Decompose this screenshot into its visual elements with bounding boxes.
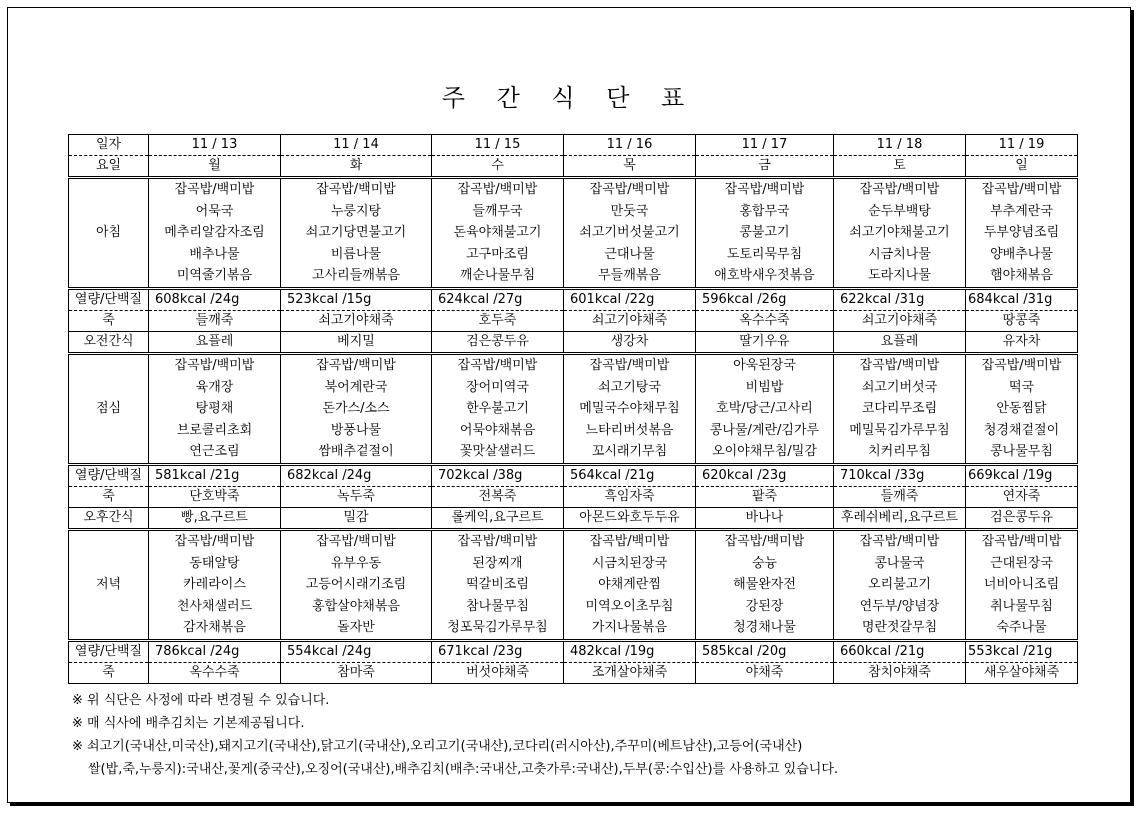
weekly-menu-table <box>68 134 1078 684</box>
menu-item: 홍합살야채볶음 <box>312 598 400 614</box>
dinner-calorie-label: 열량/단백질 <box>69 640 149 662</box>
menu-item: 누룽지탕 <box>330 203 382 219</box>
menu-item: 청경채나물 <box>733 620 796 636</box>
porridge-cell: 새우살야채죽 <box>966 662 1078 683</box>
calorie-cell: 671kcal /23g <box>432 640 564 662</box>
menu-item: 돈육야채불고기 <box>453 225 542 241</box>
menu-item: 연두부/양념장 <box>859 598 940 614</box>
menu-item: 잡곡밥/백미밥 <box>457 182 538 197</box>
date-cell: 11 / 14 <box>281 135 432 156</box>
table-row <box>69 156 1078 178</box>
snack-cell: 검은콩두유 <box>432 331 564 353</box>
porridge-cell: 단호박죽 <box>149 486 281 507</box>
porridge-cell: 참치야채죽 <box>834 662 966 683</box>
menu-item: 야채계란찜 <box>598 577 661 593</box>
menu-item: 아욱된장국 <box>733 357 796 373</box>
snack-cell: 빵,요구르트 <box>149 507 281 529</box>
menu-item: 콩나물국 <box>874 555 925 571</box>
menu-item: 연근조림 <box>189 444 240 460</box>
date-cell: 11 / 19 <box>966 135 1078 156</box>
date-cell: 11 / 15 <box>432 135 564 156</box>
snack-cell: 딸기우유 <box>696 331 834 353</box>
breakfast-porridge-label: 죽 <box>69 310 149 331</box>
menu-item: 천사채샐러드 <box>176 598 253 614</box>
menu-item: 잡곡밥/백미밥 <box>724 182 805 197</box>
menu-item: 근대된장국 <box>990 555 1053 571</box>
breakfast-cell <box>149 178 281 289</box>
menu-item: 도라지나물 <box>868 268 931 284</box>
notes <box>72 689 838 781</box>
calorie-cell: 608kcal /24g <box>149 288 281 310</box>
menu-item: 된장찌개 <box>472 555 523 571</box>
menu-item: 떡갈비조림 <box>466 577 529 593</box>
menu-item: 너비아니조림 <box>983 577 1060 593</box>
dinner-cell <box>149 529 281 640</box>
calorie-cell: 660kcal /21g <box>834 640 966 662</box>
menu-item: 참나물무침 <box>466 598 529 614</box>
menu-item: 고사리들깨볶음 <box>312 268 400 284</box>
menu-item: 쌈배추겉절이 <box>318 444 394 460</box>
calorie-cell: 585kcal /20g <box>696 640 834 662</box>
dinner-cell <box>696 529 834 640</box>
dinner-cell <box>432 529 564 640</box>
menu-item: 애호박새우젓볶음 <box>714 268 815 284</box>
menu-item: 잡곡밥/백미밥 <box>316 533 396 549</box>
date-label: 일자 <box>69 135 149 156</box>
menu-item: 비름나물 <box>330 246 382 262</box>
lunch-cell <box>834 353 966 464</box>
menu-item: 장어미역국 <box>466 379 529 395</box>
menu-item: 명란젓갈무침 <box>861 620 938 636</box>
weekday-cell: 토 <box>834 156 966 178</box>
lunch-cell <box>149 353 281 464</box>
menu-item: 취나물무침 <box>990 598 1053 614</box>
snack-cell: 바나나 <box>696 507 834 529</box>
menu-item: 두부양념조림 <box>983 225 1060 241</box>
menu-item: 잡곡밥/백미밥 <box>174 182 255 197</box>
menu-item: 오리불고기 <box>868 577 931 593</box>
menu-item: 쇠고기당면불고기 <box>305 225 407 241</box>
calorie-cell: 786kcal /24g <box>149 640 281 662</box>
weekday-label: 요일 <box>69 156 149 178</box>
dinner-cell <box>966 529 1078 640</box>
porridge-cell: 팥죽 <box>696 486 834 507</box>
menu-item: 잡곡밥/백미밥 <box>174 357 255 373</box>
date-cell: 11 / 16 <box>564 135 696 156</box>
menu-item: 무들깨볶음 <box>598 268 661 284</box>
snack-cell: 요플레 <box>149 331 281 353</box>
menu-item: 탕평채 <box>195 401 234 417</box>
breakfast-label: 아침 <box>69 178 149 289</box>
porridge-cell: 야채죽 <box>696 662 834 683</box>
lunch-porridge-label: 죽 <box>69 486 149 507</box>
calorie-cell: 564kcal /21g <box>564 464 696 486</box>
menu-item: 잡곡밥/백미밥 <box>981 357 1062 373</box>
calorie-cell: 553kcal /21g <box>966 640 1078 662</box>
calorie-cell: 523kcal /15g <box>281 288 432 310</box>
table-row <box>69 464 1078 486</box>
menu-item: 어묵야채볶음 <box>459 422 536 438</box>
menu-item: 잡곡밥/백미밥 <box>316 357 396 373</box>
dinner-cell <box>564 529 696 640</box>
snack-cell: 검은콩두유 <box>966 507 1078 529</box>
calorie-cell: 622kcal /31g <box>834 288 966 310</box>
weekday-cell: 일 <box>966 156 1078 178</box>
menu-item: 안동찜닭 <box>996 401 1047 417</box>
porridge-cell: 연자죽 <box>966 486 1078 507</box>
table-row <box>69 486 1078 507</box>
calorie-cell: 554kcal /24g <box>281 640 432 662</box>
menu-item: 돌자반 <box>337 620 375 636</box>
calorie-cell: 682kcal /24g <box>281 464 432 486</box>
table-row <box>69 135 1078 156</box>
menu-item: 방풍나물 <box>330 422 382 438</box>
menu-item: 오이야채무침/밀감 <box>712 444 817 460</box>
porridge-cell: 녹두죽 <box>281 486 432 507</box>
table-row <box>69 507 1078 529</box>
porridge-cell: 쇠고기야채죽 <box>281 310 432 331</box>
menu-item: 쇠고기버섯국 <box>861 379 938 395</box>
porridge-cell: 땅콩죽 <box>966 310 1078 331</box>
menu-item: 느타리버섯볶음 <box>585 422 674 438</box>
lunch-cell <box>432 353 564 464</box>
weekday-cell: 금 <box>696 156 834 178</box>
table-row <box>69 640 1078 662</box>
menu-item: 쇠고기탕국 <box>598 379 661 395</box>
dinner-cell <box>281 529 432 640</box>
menu-item: 양배추나물 <box>990 246 1053 262</box>
porridge-cell: 들깨죽 <box>149 310 281 331</box>
snack-cell: 생강차 <box>564 331 696 353</box>
menu-item: 꼬시래기무침 <box>591 444 668 460</box>
menu-item: 호박/당근/고사리 <box>716 401 813 417</box>
calorie-cell: 596kcal /26g <box>696 288 834 310</box>
menu-item: 고등어시래기조림 <box>305 577 407 593</box>
menu-item: 미역줄기볶음 <box>176 268 253 284</box>
menu-item: 쇠고기야채불고기 <box>849 225 950 241</box>
menu-item: 쇠고기버섯불고기 <box>579 225 680 241</box>
menu-item: 떡국 <box>1008 379 1035 395</box>
weekday-cell: 월 <box>149 156 281 178</box>
snack-cell: 아몬드와호두두유 <box>564 507 696 529</box>
menu-item: 근대나물 <box>604 246 655 262</box>
calorie-cell: 601kcal /22g <box>564 288 696 310</box>
table-row <box>69 331 1078 353</box>
menu-item: 감자채볶음 <box>183 620 246 636</box>
lunch-cell <box>281 353 432 464</box>
menu-item: 미역오이초무침 <box>585 598 674 614</box>
menu-item: 숙주나물 <box>996 620 1047 636</box>
menu-item: 유부우동 <box>330 555 382 571</box>
menu-item: 잡곡밥/백미밥 <box>316 182 396 197</box>
menu-item: 배추나물 <box>189 246 240 262</box>
porridge-cell: 참마죽 <box>281 662 432 683</box>
breakfast-cell <box>834 178 966 289</box>
menu-item: 고구마조림 <box>466 246 529 262</box>
menu-item: 잡곡밥/백미밥 <box>174 533 255 549</box>
menu-item: 시금치된장국 <box>591 555 668 571</box>
menu-item: 육개장 <box>195 379 234 395</box>
pm-snack-label: 오후간식 <box>69 507 149 529</box>
table-row <box>69 662 1078 683</box>
menu-item: 꽃맛살샐러드 <box>459 444 536 460</box>
table-row <box>69 178 1078 289</box>
porridge-cell: 쇠고기야채죽 <box>834 310 966 331</box>
snack-cell: 유자차 <box>966 331 1078 353</box>
porridge-cell: 옥수수죽 <box>696 310 834 331</box>
menu-item: 메밀국수야채무침 <box>579 401 680 417</box>
breakfast-cell <box>281 178 432 289</box>
calorie-cell: 669kcal /19g <box>966 464 1078 486</box>
table-row <box>69 288 1078 310</box>
menu-document <box>7 7 1131 803</box>
menu-item: 들깨무국 <box>472 203 523 219</box>
menu-item: 잡곡밥/백미밥 <box>981 533 1062 549</box>
table-row <box>69 529 1078 640</box>
snack-cell: 후레쉬베리,요구르트 <box>834 507 966 529</box>
calorie-cell: 620kcal /23g <box>696 464 834 486</box>
menu-item: 잡곡밥/백미밥 <box>724 533 805 549</box>
calorie-cell: 684kcal /31g <box>966 288 1078 310</box>
menu-item: 잡곡밥/백미밥 <box>589 357 670 373</box>
menu-item: 가지나물볶음 <box>591 620 668 636</box>
snack-cell: 롤케익,요구르트 <box>432 507 564 529</box>
porridge-cell: 버섯야채죽 <box>432 662 564 683</box>
weekday-cell: 수 <box>432 156 564 178</box>
date-cell: 11 / 17 <box>696 135 834 156</box>
porridge-cell: 쇠고기야채죽 <box>564 310 696 331</box>
menu-item: 햄야채볶음 <box>990 268 1053 284</box>
menu-item: 해물완자전 <box>733 577 796 593</box>
menu-item: 강된장 <box>745 598 784 614</box>
menu-item: 동태알탕 <box>189 555 240 571</box>
lunch-cell <box>696 353 834 464</box>
menu-item: 청경채겉절이 <box>983 422 1060 438</box>
menu-item: 치커리무침 <box>868 444 931 460</box>
menu-item: 콩나물무침 <box>990 444 1053 460</box>
table-row <box>69 353 1078 464</box>
date-cell: 11 / 13 <box>149 135 281 156</box>
breakfast-cell <box>696 178 834 289</box>
porridge-cell: 조개살야채죽 <box>564 662 696 683</box>
porridge-cell: 옥수수죽 <box>149 662 281 683</box>
snack-cell: 베지밀 <box>281 331 432 353</box>
menu-item: 메추리알감자조림 <box>164 225 265 241</box>
menu-item: 깨순나물무침 <box>459 268 536 284</box>
porridge-cell: 들깨죽 <box>834 486 966 507</box>
breakfast-cell <box>966 178 1078 289</box>
lunch-calorie-label: 열량/단백질 <box>69 464 149 486</box>
menu-item: 잡곡밥/백미밥 <box>859 357 940 373</box>
menu-item: 잡곡밥/백미밥 <box>457 357 538 373</box>
porridge-cell: 전복죽 <box>432 486 564 507</box>
snack-cell: 밀감 <box>281 507 432 529</box>
menu-item: 잡곡밥/백미밥 <box>859 533 940 549</box>
dinner-porridge-label: 죽 <box>69 662 149 683</box>
menu-item: 코다리무조림 <box>861 401 938 417</box>
dinner-label: 저녁 <box>69 529 149 640</box>
menu-item: 콩불고기 <box>739 225 790 241</box>
menu-item: 한우불고기 <box>466 401 529 417</box>
lunch-cell <box>564 353 696 464</box>
breakfast-cell <box>564 178 696 289</box>
menu-item: 시금치나물 <box>868 246 931 262</box>
note-3: ※ 쇠고기(국내산,미국산),돼지고기(국내산),닭고기(국내산),오리고기(국내산),코다리(러시아산),주꾸미(베트남산),고등어(국내산) <box>72 739 803 754</box>
note-2: ※ 매 식사에 배추김치는 기본제공됩니다. <box>72 716 305 731</box>
calorie-cell: 710kcal /33g <box>834 464 966 486</box>
menu-item: 콩나물/계란/김가루 <box>709 422 820 438</box>
lunch-cell <box>966 353 1078 464</box>
calorie-cell: 624kcal /27g <box>432 288 564 310</box>
note-1: ※ 위 식단은 사정에 따라 변경될 수 있습니다. <box>72 693 330 708</box>
menu-item: 순두부백탕 <box>868 203 931 219</box>
menu-item: 돈가스/소스 <box>322 401 390 417</box>
page-title: 주 간 식 단 표 <box>441 84 697 112</box>
menu-item: 잡곡밥/백미밥 <box>589 533 670 549</box>
menu-item: 잡곡밥/백미밥 <box>981 182 1062 197</box>
porridge-cell: 호두죽 <box>432 310 564 331</box>
menu-item: 잡곡밥/백미밥 <box>859 182 940 197</box>
snack-cell: 요플레 <box>834 331 966 353</box>
menu-item: 메밀묵김가루무침 <box>849 422 950 438</box>
am-snack-label: 오전간식 <box>69 331 149 353</box>
menu-item: 부추계란국 <box>990 203 1053 219</box>
menu-item: 숭늉 <box>751 555 778 571</box>
calorie-cell: 581kcal /21g <box>149 464 281 486</box>
menu-item: 브로콜리초회 <box>176 422 253 438</box>
breakfast-cell <box>432 178 564 289</box>
menu-item: 북어계란국 <box>324 379 388 395</box>
menu-item: 카레라이스 <box>183 577 246 593</box>
menu-item: 잡곡밥/백미밥 <box>589 182 670 197</box>
menu-item: 홍합무국 <box>739 203 790 219</box>
table-row <box>69 310 1078 331</box>
menu-item: 비빔밥 <box>745 379 784 395</box>
menu-item: 어묵국 <box>195 203 234 219</box>
menu-item: 도토리묵무침 <box>726 246 803 262</box>
note-4: 쌀(밥,죽,누룽지):국내산,꽃게(중국산),오징어(국내산),배추김치(배추:국내산,고춧가루:국내산),두부(콩:수입산)를 사용하고 있습니다. <box>88 762 839 777</box>
menu-item: 청포묵김가루무침 <box>447 620 548 636</box>
calorie-cell: 482kcal /19g <box>564 640 696 662</box>
calorie-cell: 702kcal /38g <box>432 464 564 486</box>
menu-item: 잡곡밥/백미밥 <box>457 533 538 549</box>
breakfast-calorie-label: 열량/단백질 <box>69 288 149 310</box>
lunch-label: 점심 <box>69 353 149 464</box>
porridge-cell: 흑임자죽 <box>564 486 696 507</box>
dinner-cell <box>834 529 966 640</box>
menu-item: 만둣국 <box>610 203 649 219</box>
weekday-cell: 화 <box>281 156 432 178</box>
weekday-cell: 목 <box>564 156 696 178</box>
date-cell: 11 / 18 <box>834 135 966 156</box>
